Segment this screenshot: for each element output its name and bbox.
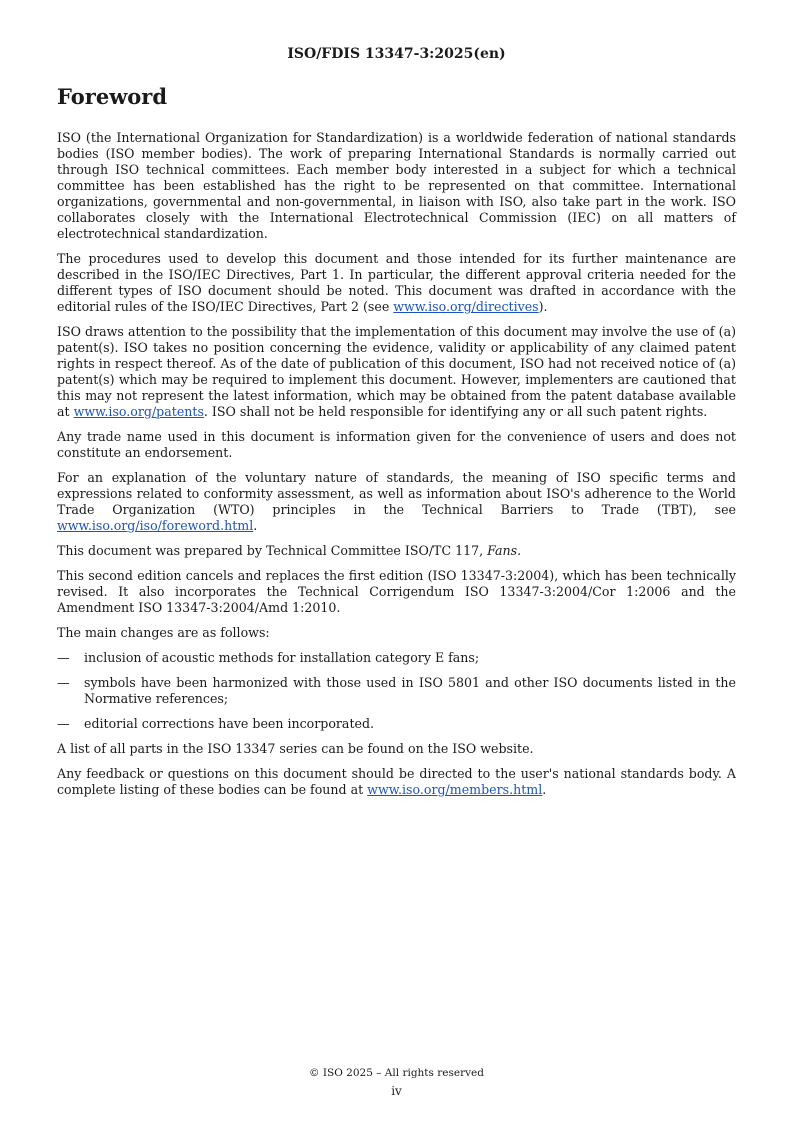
paragraph-patents [57, 324, 736, 420]
paragraph-changes-intro: The main changes are as follows: [57, 625, 270, 640]
paragraph-tail: . [517, 543, 522, 558]
dash-bullet: — [57, 716, 70, 731]
list-item [57, 675, 736, 707]
dash-bullet: — [57, 650, 70, 665]
paragraph-committee [57, 543, 736, 559]
paragraph-voluntary-nature [57, 470, 736, 534]
list-item-text: inclusion of acoustic methods for installation category E fans; [84, 650, 480, 665]
paragraph-text: ISO draws attention to the possibility that the implementation of this document may involve the use of (a) patent(s). ISO takes no position concerning the evidence, validity or applicability of any claimed patent rights in respect thereof. As of the date of publication of this document, ISO had not received notice of (a) patent(s) which may be required to implement this document. However, implementers are cautioned that this may not represent the latest information, which may be obtained from the patent database available at [57, 324, 736, 419]
changes-list [57, 650, 736, 732]
document-id-header: ISO/FDIS 13347-3:2025(en) [287, 46, 506, 62]
paragraph-text: Any feedback or questions on this document should be directed to the user's national standards body. A complete listing of these bodies can be found at [57, 766, 736, 797]
paragraph-procedures [57, 251, 736, 315]
list-item-text: editorial corrections have been incorporated. [84, 716, 375, 731]
copyright-footer: © ISO 2025 – All rights reserved [309, 1067, 484, 1079]
paragraph-text: For an explanation of the voluntary nature of standards, the meaning of ISO specific terms and expressions related to conformity assessment, as well as information about ISO's adherence to the World Trade Organization (WTO) principles in the Technical Barriers to Trade (TBT), see [57, 470, 736, 517]
members-link[interactable]: www.iso.org/members.html [367, 782, 543, 797]
committee-name: Fans [487, 543, 518, 558]
paragraph-iso-intro: ISO (the International Organization for Standardization) is a worldwide federation of national standards bodies (ISO member bodies). The work of preparing International Standards is normally carried out through ISO technical committees. Each member body interested in a subject for which a technical committee has been established has the right to be represented on that committee. International organizations, governmental and non-governmental, in liaison with ISO, also take part in the work. ISO collaborates closely with the International Electrotechnical Commission (IEC) on all matters of electrotechnical standardization. [57, 130, 736, 241]
page-title: Foreword [57, 84, 168, 109]
list-item-text: symbols have been harmonized with those used in ISO 5801 and other ISO documents listed in the Normative references; [84, 675, 736, 706]
patents-link[interactable]: www.iso.org/patents [73, 404, 204, 419]
paragraph-trade-name: Any trade name used in this document is information given for the convenience of users and does not constitute an endorsement. [57, 429, 736, 460]
paragraph-tail: . [253, 518, 258, 533]
paragraph-edition: This second edition cancels and replaces the first edition (ISO 13347-3:2004), which has been technically revised. It also incorporates the Technical Corrigendum ISO 13347-3:2004/Cor 1:2006 and the Amendment ISO 13347-3:2004/Amd 1:2010. [57, 568, 736, 615]
page-number: iv [391, 1084, 402, 1098]
paragraph-text: This document was prepared by Technical Committee ISO/TC 117, [57, 543, 488, 558]
foreword-link[interactable]: www.iso.org/iso/foreword.html [57, 518, 254, 533]
paragraph-text: The procedures used to develop this document and those intended for its further maintenance are described in the ISO/IEC Directives, Part 1. In particular, the different approval criteria needed for the different types of ISO document should be noted. This document was drafted in accordance with the editorial rules of the ISO/IEC Directives, Part 2 (see [57, 251, 736, 314]
paragraph-series: A list of all parts in the ISO 13347 series can be found on the ISO website. [57, 741, 534, 756]
paragraph-feedback [57, 766, 736, 798]
paragraph-tail: . ISO shall not be held responsible for identifying any or all such patent rights. [203, 404, 708, 419]
list-item [57, 716, 736, 732]
document-body [57, 84, 736, 807]
directives-link[interactable]: www.iso.org/directives [393, 299, 539, 314]
dash-bullet: — [57, 675, 70, 690]
list-item [57, 650, 736, 666]
paragraph-tail: ). [538, 299, 548, 314]
paragraph-tail: . [542, 782, 547, 797]
